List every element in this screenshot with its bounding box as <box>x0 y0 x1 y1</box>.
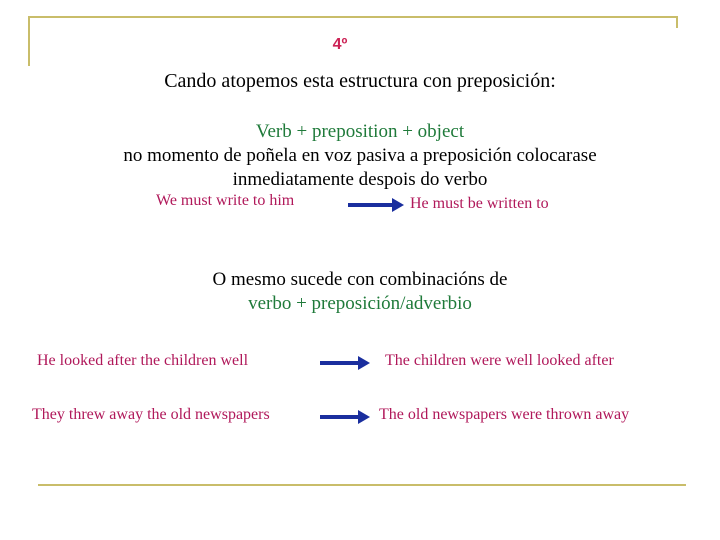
arrow-right-icon <box>320 410 370 424</box>
combo-block <box>0 268 720 316</box>
rule-formula: Verb + preposition + object <box>255 121 465 142</box>
rule-explanation-line1: no momento de poñela en voz pasiva a preposición colocarase <box>123 145 597 166</box>
pair-1-active: He looked after the children well <box>37 352 249 369</box>
arrow-right-icon <box>348 198 404 212</box>
example-passive: He must be written to <box>410 195 549 212</box>
slide-number: 4º <box>332 36 348 53</box>
frame-left-line <box>28 16 30 66</box>
combo-line2: verbo + preposición/adverbio <box>248 293 472 314</box>
frame-bottom-line <box>38 484 686 486</box>
arrow-right-icon <box>320 356 370 370</box>
rule-explanation-line2: inmediatamente despois do verbo <box>232 169 488 190</box>
heading: Cando atopemos esta estructura con preposición: <box>164 70 556 92</box>
example-active: We must write to him <box>156 192 295 209</box>
frame-right-line <box>676 16 678 28</box>
pair-1-passive: The children were well looked after <box>385 352 614 369</box>
pair-2-active: They threw away the old newspapers <box>32 406 270 423</box>
combo-line1: O mesmo sucede con combinacións de <box>212 269 508 290</box>
rule-block <box>0 120 720 192</box>
frame-top-line <box>28 16 678 18</box>
pair-2-passive: The old newspapers were thrown away <box>379 406 630 423</box>
